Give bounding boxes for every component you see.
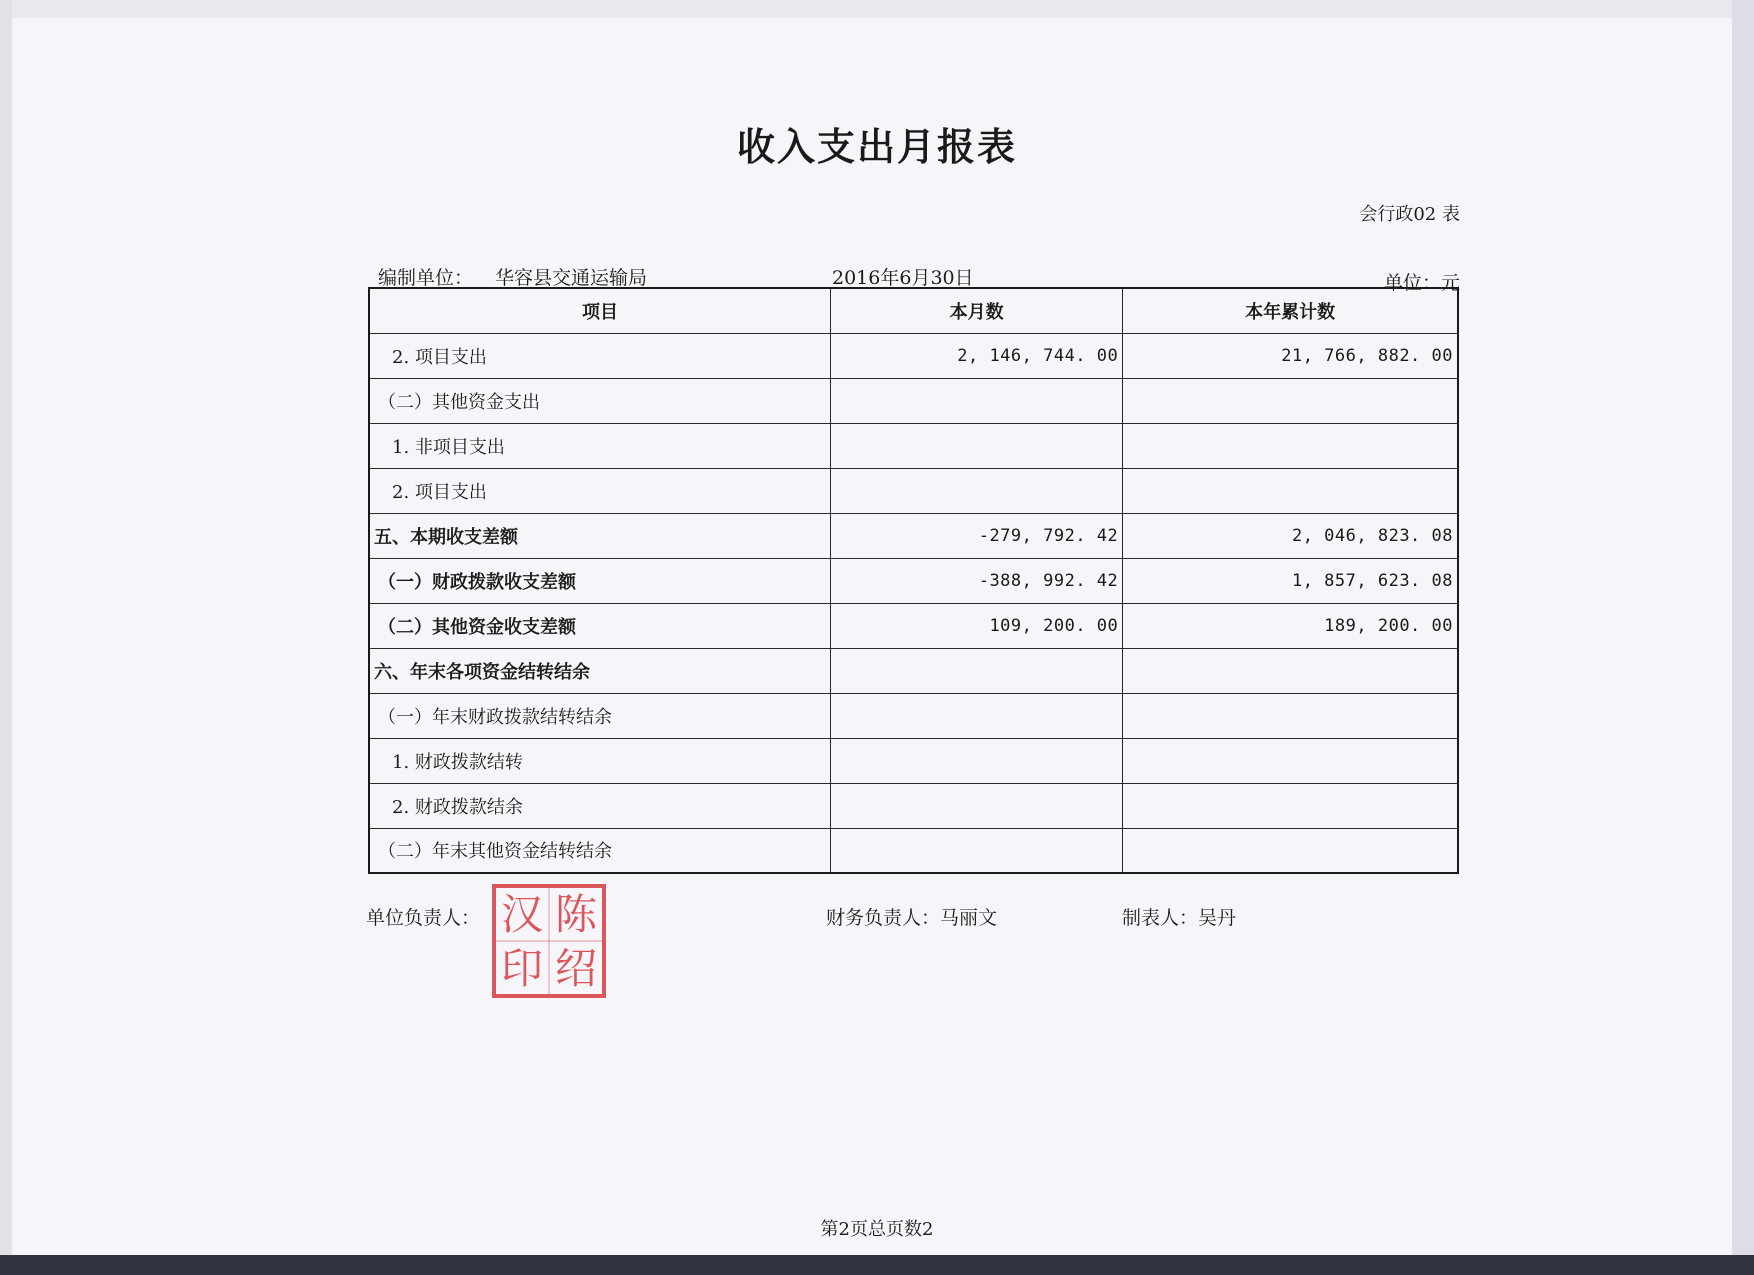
row-ytd [1123, 693, 1458, 738]
paper-top-edge [0, 0, 1754, 18]
row-item: 六、年末各项资金结转结余 [369, 648, 830, 693]
table-row [369, 828, 1458, 873]
form-code: 会行政02 表 [1359, 204, 1460, 225]
unit-leader: 单位负责人： [366, 907, 481, 929]
row-item: （一）财政拨款收支差额 [369, 558, 830, 603]
row-item: 五、本期收支差额 [369, 513, 830, 558]
seal-char: 印 [500, 944, 544, 993]
row-item: 2. 项目支出 [369, 333, 830, 378]
seal-char: 汉 [500, 890, 544, 939]
header-row [369, 288, 1458, 333]
row-month [830, 828, 1122, 873]
row-ytd [1123, 648, 1458, 693]
report-title: 收入支出月报表 [736, 124, 1017, 169]
row-month: 2, 146, 744. 00 [830, 333, 1122, 378]
compiling-unit [378, 263, 647, 290]
table-row [369, 468, 1458, 513]
row-ytd [1123, 738, 1458, 783]
row-item: 1. 财政拨款结转 [369, 738, 830, 783]
paper-left-edge [0, 0, 12, 1275]
header-month: 本月数 [830, 288, 1122, 333]
table-row [369, 648, 1458, 693]
row-ytd [1123, 423, 1458, 468]
row-ytd: 21, 766, 882. 00 [1123, 333, 1458, 378]
report-date: 2016年6月30日 [832, 267, 974, 289]
table-row [369, 378, 1458, 423]
table-row [369, 558, 1458, 603]
row-month [830, 648, 1122, 693]
report-table [368, 287, 1459, 874]
finance-head: 财务负责人：马丽文 [826, 907, 998, 929]
row-ytd: 189, 200. 00 [1123, 603, 1458, 648]
row-month: -279, 792. 42 [830, 513, 1122, 558]
row-item: （一）年末财政拨款结转结余 [369, 693, 830, 738]
table-row [369, 333, 1458, 378]
row-month: -388, 992. 42 [830, 558, 1122, 603]
row-month [830, 468, 1122, 513]
page-number: 第2页总页数2 [820, 1219, 934, 1240]
row-month [830, 423, 1122, 468]
header-item: 项目 [369, 288, 830, 333]
table-row [369, 693, 1458, 738]
seal-char: 陈 [554, 890, 598, 939]
row-month [830, 378, 1122, 423]
row-ytd [1123, 828, 1458, 873]
row-month [830, 693, 1122, 738]
row-ytd [1123, 378, 1458, 423]
paper-right-edge [1732, 0, 1754, 1275]
table-row [369, 603, 1458, 648]
row-ytd: 2, 046, 823. 08 [1123, 513, 1458, 558]
table-row [369, 783, 1458, 828]
row-item: 2. 财政拨款结余 [369, 783, 830, 828]
seal-char: 绍 [554, 944, 598, 993]
table-row [369, 738, 1458, 783]
scanner-bed-edge [0, 1255, 1754, 1275]
table-row [369, 513, 1458, 558]
row-ytd [1123, 468, 1458, 513]
header-ytd: 本年累计数 [1123, 288, 1458, 333]
row-month [830, 738, 1122, 783]
row-month [830, 783, 1122, 828]
compiling-unit-value: 华容县交通运输局 [495, 267, 648, 289]
row-month: 109, 200. 00 [830, 603, 1122, 648]
currency-unit: 单位：元 [1383, 272, 1460, 294]
row-ytd [1123, 783, 1458, 828]
row-item: 1. 非项目支出 [369, 423, 830, 468]
compiling-unit-label: 编制单位： [378, 267, 474, 289]
red-seal-stamp [490, 882, 608, 1000]
table-row [369, 423, 1458, 468]
row-item: （二）其他资金支出 [369, 378, 830, 423]
row-ytd: 1, 857, 623. 08 [1123, 558, 1458, 603]
preparer: 制表人：吴丹 [1122, 907, 1237, 929]
row-item: （二）年末其他资金结转结余 [369, 828, 830, 873]
row-item: 2. 项目支出 [369, 468, 830, 513]
row-item: （二）其他资金收支差额 [369, 603, 830, 648]
